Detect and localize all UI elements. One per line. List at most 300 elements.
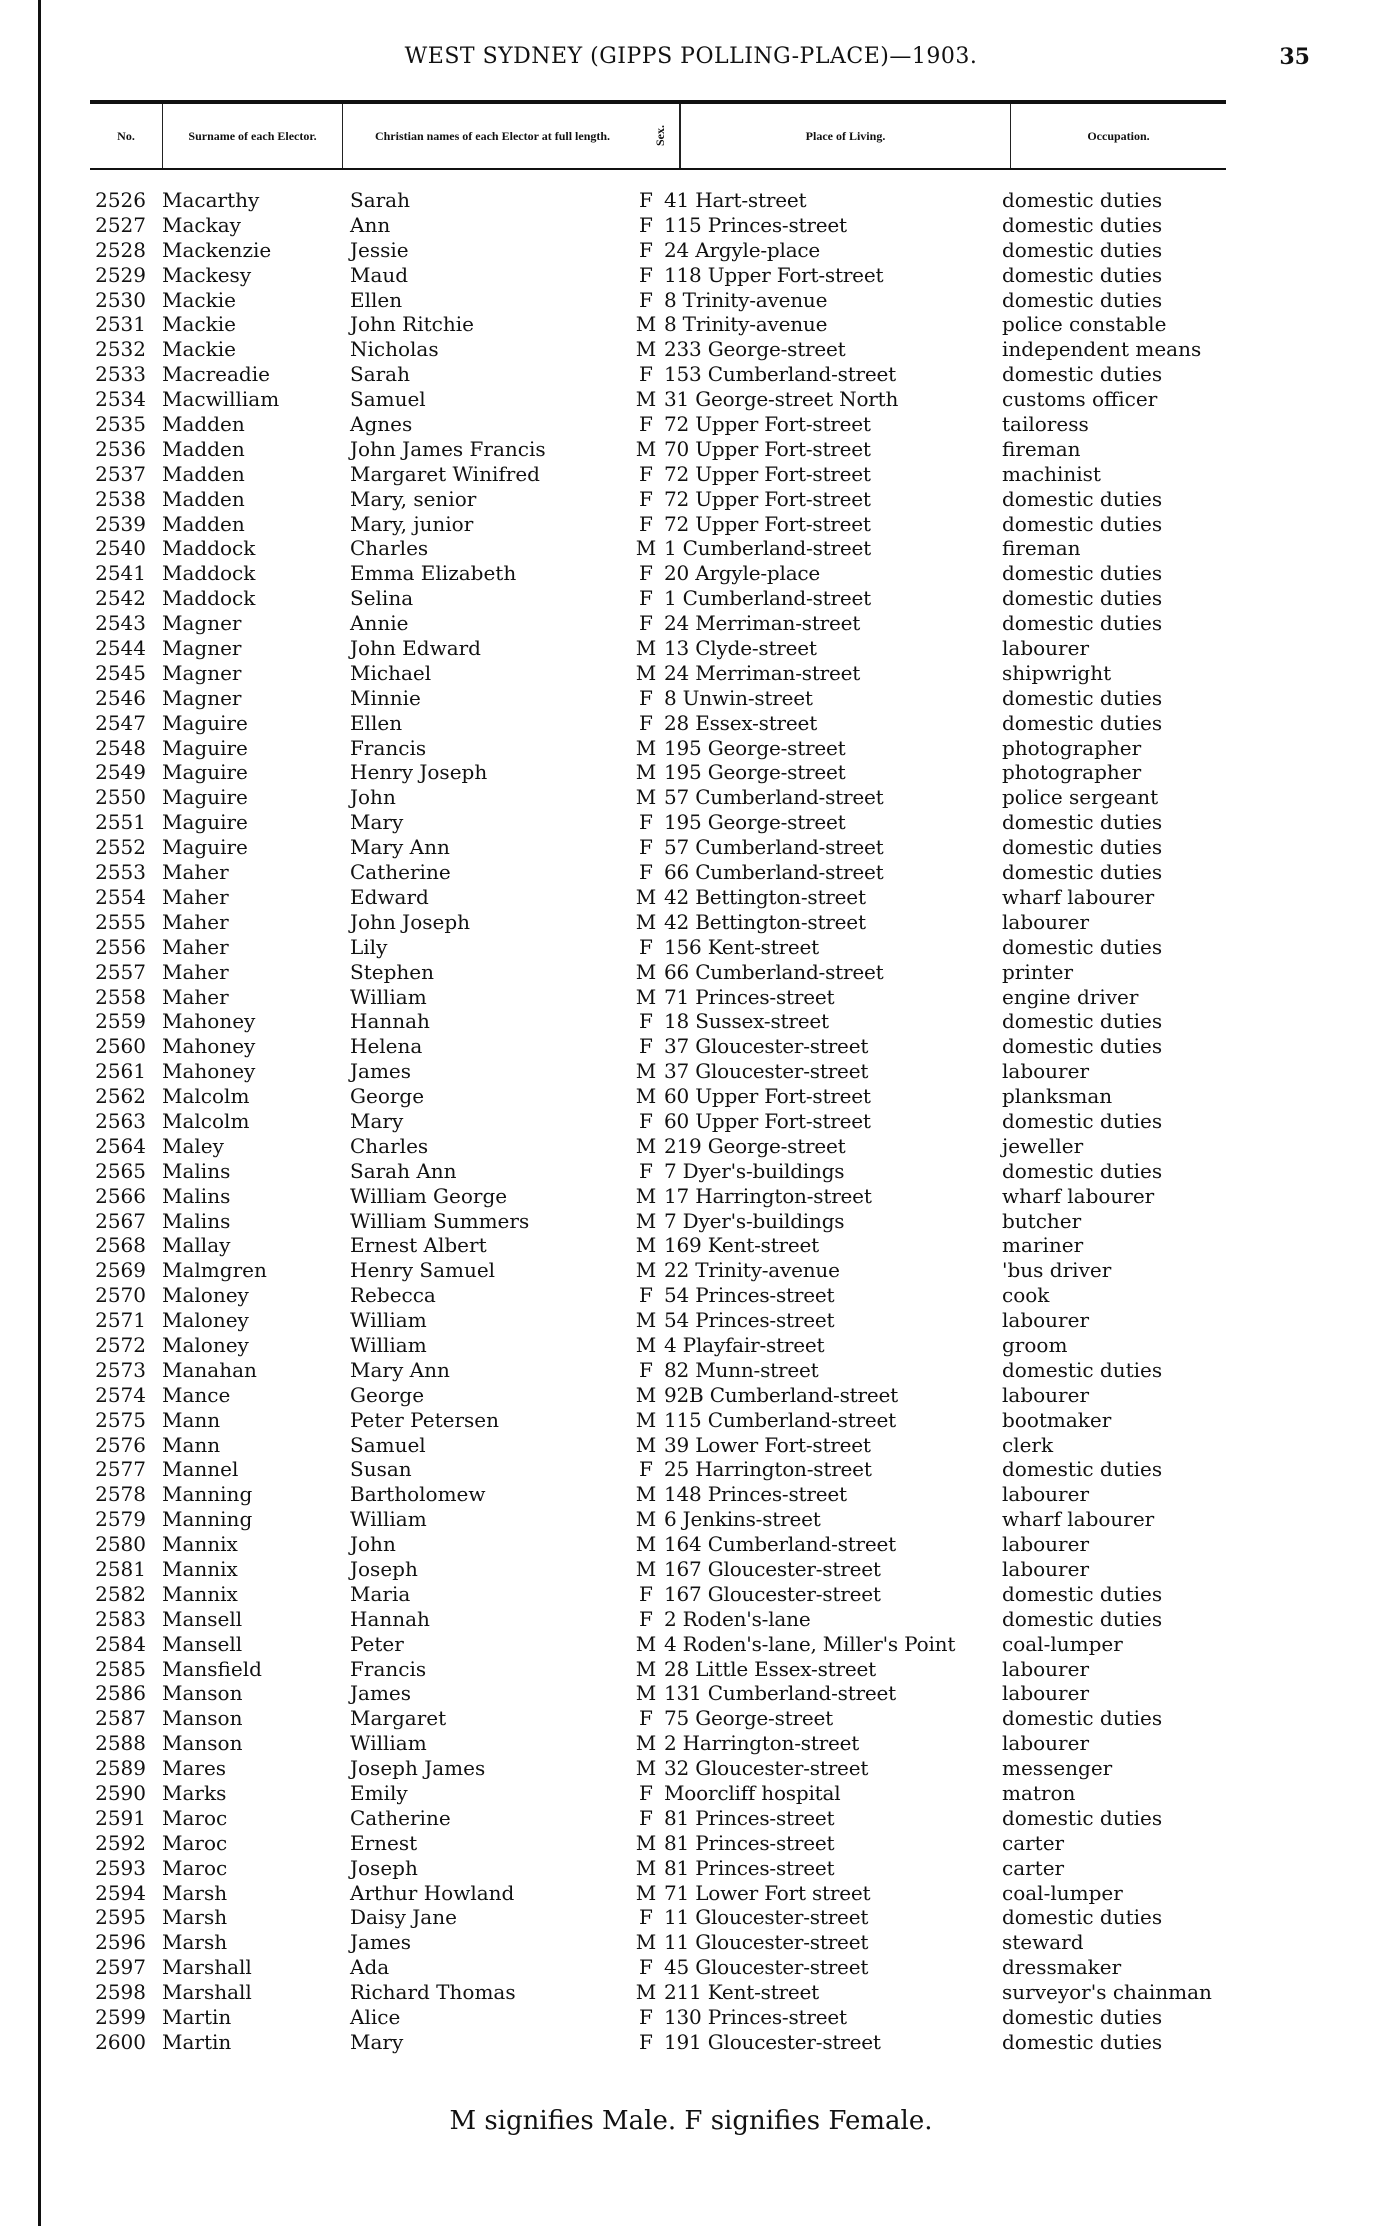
elector-number: 2556 <box>95 934 146 959</box>
elector-occupation: planksman <box>1002 1084 1113 1109</box>
elector-place-of-living: 37 Gloucester-street <box>664 1034 869 1059</box>
elector-place-of-living: 8 Trinity-avenue <box>664 287 828 312</box>
elector-occupation: domestic duties <box>1002 2005 1163 2030</box>
elector-occupation: domestic duties <box>1002 860 1163 885</box>
elector-number: 2552 <box>95 835 146 860</box>
elector-occupation: domestic duties <box>1002 1357 1163 1382</box>
elector-christian-names: Ernest Albert <box>350 1233 487 1258</box>
elector-number: 2589 <box>95 1756 146 1781</box>
elector-surname: Maloney <box>162 1308 249 1333</box>
elector-sex: M <box>635 1332 657 1357</box>
elector-christian-names: John <box>350 785 396 810</box>
elector-sex: F <box>639 1606 653 1631</box>
table-row <box>90 935 1226 960</box>
elector-surname: Manning <box>162 1507 253 1532</box>
elector-place-of-living: 4 Roden's-lane, Miller's Point <box>664 1631 956 1656</box>
elector-christian-names: Minnie <box>350 685 421 710</box>
elector-sex: F <box>639 1781 653 1805</box>
elector-surname: Maddock <box>162 536 256 561</box>
elector-surname: Madden <box>162 486 245 511</box>
elector-christian-names: Stephen <box>350 959 434 984</box>
elector-place-of-living: 195 George-street <box>664 735 846 760</box>
elector-sex: M <box>635 1656 657 1681</box>
elector-number: 2528 <box>95 237 146 262</box>
elector-surname: Mansfield <box>162 1656 262 1681</box>
elector-surname: Martin <box>162 2029 232 2054</box>
elector-sex: M <box>635 1980 657 2005</box>
elector-christian-names: James <box>350 1059 412 1084</box>
elector-place-of-living: 81 Princes-street <box>664 1805 835 1830</box>
elector-surname: Marshall <box>162 1980 252 2005</box>
table-row <box>90 1433 1226 1458</box>
elector-number: 2535 <box>95 412 146 437</box>
table-row <box>90 1930 1226 1955</box>
elector-sex: M <box>635 959 657 984</box>
elector-occupation: bootmaker <box>1002 1407 1112 1432</box>
elector-sex: F <box>639 1457 653 1482</box>
elector-sex: F <box>639 2005 653 2030</box>
table-row <box>90 1034 1226 1059</box>
elector-place-of-living: 219 George-street <box>664 1133 846 1158</box>
table-row <box>90 636 1226 661</box>
elector-christian-names: William <box>350 984 427 1009</box>
elector-occupation: dressmaker <box>1002 1955 1122 1980</box>
elector-surname: Mares <box>162 1756 227 1781</box>
table-row <box>90 1283 1226 1308</box>
elector-number: 2550 <box>95 785 146 810</box>
elector-christian-names: Emma Elizabeth <box>350 561 517 586</box>
column-header-no: No. <box>117 128 135 143</box>
elector-christian-names: Alice <box>350 2005 401 2030</box>
table-row <box>90 1632 1226 1657</box>
elector-christian-names: Nicholas <box>350 337 439 362</box>
elector-surname: Maher <box>162 934 229 959</box>
table-row <box>90 736 1226 761</box>
elector-number: 2575 <box>95 1407 146 1432</box>
elector-surname: Manson <box>162 1681 243 1706</box>
elector-place-of-living: 24 Merriman-street <box>664 611 861 636</box>
elector-occupation: domestic duties <box>1002 1034 1163 1059</box>
elector-place-of-living: 7 Dyer's-buildings <box>664 1158 845 1183</box>
elector-place-of-living: 57 Cumberland-street <box>664 785 884 810</box>
elector-surname: Malcolm <box>162 1084 250 1109</box>
elector-sex: M <box>635 984 657 1009</box>
elector-surname: Maroc <box>162 1805 228 1830</box>
elector-occupation: machinist <box>1002 461 1101 486</box>
elector-sex: M <box>635 1407 657 1432</box>
elector-surname: Maher <box>162 860 229 885</box>
elector-sex: M <box>635 1930 657 1955</box>
elector-surname: Maguire <box>162 835 248 860</box>
elector-christian-names: John James Francis <box>350 436 546 461</box>
elector-christian-names: Catherine <box>350 1805 451 1830</box>
elector-sex: F <box>639 835 653 860</box>
elector-sex: F <box>639 1581 653 1606</box>
elector-number: 2599 <box>95 2005 146 2030</box>
elector-sex: F <box>639 1283 653 1308</box>
elector-number: 2591 <box>95 1805 146 1830</box>
elector-place-of-living: 71 Lower Fort street <box>664 1880 871 1905</box>
elector-surname: Maher <box>162 909 229 934</box>
elector-christian-names: Richard Thomas <box>350 1980 516 2005</box>
elector-number: 2540 <box>95 536 146 561</box>
elector-occupation: domestic duties <box>1002 1905 1163 1930</box>
table-row <box>90 1706 1226 1731</box>
table-row <box>90 188 1226 213</box>
elector-place-of-living: 11 Gloucester-street <box>664 1905 869 1930</box>
elector-place-of-living: 24 Merriman-street <box>664 660 861 685</box>
table-row <box>90 1308 1226 1333</box>
elector-surname: Maguire <box>162 810 248 835</box>
elector-sex: F <box>639 1955 653 1980</box>
elector-surname: Madden <box>162 436 245 461</box>
elector-christian-names: John <box>350 1532 396 1557</box>
elector-surname: Marsh <box>162 1930 228 1955</box>
elector-sex: F <box>639 362 653 387</box>
elector-surname: Magner <box>162 660 242 685</box>
elector-christian-names: Agnes <box>350 412 413 437</box>
elector-occupation: labourer <box>1002 1482 1090 1507</box>
elector-surname: Maguire <box>162 710 248 735</box>
elector-christian-names: George <box>350 1382 425 1407</box>
elector-occupation: shipwright <box>1002 660 1112 685</box>
elector-number: 2577 <box>95 1457 146 1482</box>
elector-occupation: domestic duties <box>1002 835 1163 860</box>
elector-number: 2564 <box>95 1133 146 1158</box>
elector-number: 2545 <box>95 660 146 685</box>
elector-sex: M <box>635 1681 657 1706</box>
table-row <box>90 1383 1226 1408</box>
elector-number: 2542 <box>95 586 146 611</box>
elector-sex: M <box>635 1830 657 1855</box>
table-row <box>90 1532 1226 1557</box>
elector-surname: Maley <box>162 1133 224 1158</box>
elector-number: 2570 <box>95 1283 146 1308</box>
table-row <box>90 1209 1226 1234</box>
elector-sex: F <box>639 461 653 486</box>
elector-christian-names: William <box>350 1507 427 1532</box>
elector-place-of-living: 20 Argyle-place <box>664 561 821 586</box>
elector-sex: M <box>635 735 657 760</box>
elector-number: 2546 <box>95 685 146 710</box>
elector-number: 2583 <box>95 1606 146 1631</box>
elector-surname: Madden <box>162 511 245 536</box>
elector-surname: Maroc <box>162 1855 228 1880</box>
elector-occupation: domestic duties <box>1002 212 1163 237</box>
elector-christian-names: Mary Ann <box>350 835 450 860</box>
elector-number: 2587 <box>95 1706 146 1731</box>
elector-occupation: labourer <box>1002 1681 1090 1706</box>
elector-place-of-living: 2 Roden's-lane <box>664 1606 811 1631</box>
elector-christian-names: Emily <box>350 1781 408 1805</box>
elector-place-of-living: 70 Upper Fort-street <box>664 436 871 461</box>
elector-occupation: domestic duties <box>1002 1108 1163 1133</box>
elector-number: 2592 <box>95 1830 146 1855</box>
elector-occupation: coal-lumper <box>1002 1631 1123 1656</box>
elector-place-of-living: 28 Little Essex-street <box>664 1656 876 1681</box>
table-row <box>90 213 1226 238</box>
elector-occupation: fireman <box>1002 436 1081 461</box>
elector-occupation: wharf labourer <box>1002 1507 1155 1532</box>
page-edge-rule <box>38 0 41 2226</box>
table-row <box>90 760 1226 785</box>
elector-occupation: police constable <box>1002 312 1167 337</box>
elector-place-of-living: 8 Trinity-avenue <box>664 312 828 337</box>
elector-occupation: domestic duties <box>1002 685 1163 710</box>
elector-place-of-living: 2 Harrington-street <box>664 1731 860 1756</box>
elector-place-of-living: 72 Upper Fort-street <box>664 412 871 437</box>
table-row <box>90 312 1226 337</box>
elector-number: 2560 <box>95 1034 146 1059</box>
elector-surname: Madden <box>162 461 245 486</box>
elector-number: 2596 <box>95 1930 146 1955</box>
elector-number: 2558 <box>95 984 146 1009</box>
elector-number: 2594 <box>95 1880 146 1905</box>
elector-number: 2532 <box>95 337 146 362</box>
elector-place-of-living: 72 Upper Fort-street <box>664 511 871 536</box>
elector-place-of-living: 1 Cumberland-street <box>664 586 871 611</box>
table-row <box>90 2005 1226 2030</box>
elector-sex: F <box>639 287 653 312</box>
table-row <box>90 1408 1226 1433</box>
table-row <box>90 1881 1226 1906</box>
table-row <box>90 536 1226 561</box>
elector-occupation: labourer <box>1002 1656 1090 1681</box>
elector-occupation: domestic duties <box>1002 611 1163 636</box>
elector-place-of-living: 148 Princes-street <box>664 1482 847 1507</box>
table-row <box>90 2030 1226 2055</box>
elector-place-of-living: 115 Cumberland-street <box>664 1407 897 1432</box>
elector-sex: M <box>635 636 657 661</box>
elector-sex: M <box>635 1556 657 1581</box>
elector-christian-names: John Ritchie <box>350 312 474 337</box>
elector-sex: F <box>639 1034 653 1059</box>
elector-christian-names: Charles <box>350 536 429 561</box>
table-header <box>90 104 1226 170</box>
table-row <box>90 1955 1226 1980</box>
elector-occupation: domestic duties <box>1002 2029 1163 2054</box>
elector-sex: F <box>639 188 653 212</box>
elector-occupation: cook <box>1002 1283 1050 1308</box>
elector-surname: Malins <box>162 1208 231 1233</box>
page-number: 35 <box>1279 44 1310 70</box>
elector-place-of-living: 156 Kent-street <box>664 934 820 959</box>
table-row <box>90 1657 1226 1682</box>
elector-number: 2567 <box>95 1208 146 1233</box>
elector-surname: Manson <box>162 1706 243 1731</box>
elector-surname: Marks <box>162 1781 227 1805</box>
elector-place-of-living: 7 Dyer's-buildings <box>664 1208 845 1233</box>
elector-place-of-living: 54 Princes-street <box>664 1283 835 1308</box>
elector-sex: M <box>635 1382 657 1407</box>
table-body <box>90 188 1226 2055</box>
elector-christian-names: Samuel <box>350 387 426 412</box>
table-row <box>90 238 1226 263</box>
elector-surname: Mann <box>162 1407 221 1432</box>
elector-christian-names: Bartholomew <box>350 1482 486 1507</box>
elector-sex: M <box>635 760 657 785</box>
elector-place-of-living: 167 Gloucester-street <box>664 1581 881 1606</box>
elector-occupation: carter <box>1002 1830 1065 1855</box>
elector-surname: Maguire <box>162 760 248 785</box>
elector-surname: Maddock <box>162 561 256 586</box>
table-row <box>90 860 1226 885</box>
table-row <box>90 611 1226 636</box>
electoral-roll-table <box>90 100 1226 2055</box>
table-row <box>90 1084 1226 1109</box>
table-row <box>90 437 1226 462</box>
elector-occupation: butcher <box>1002 1208 1082 1233</box>
elector-place-of-living: 191 Gloucester-street <box>664 2029 881 2054</box>
elector-number: 2561 <box>95 1059 146 1084</box>
table-row <box>90 1482 1226 1507</box>
table-row <box>90 586 1226 611</box>
elector-surname: Mann <box>162 1432 221 1457</box>
elector-occupation: domestic duties <box>1002 810 1163 835</box>
elector-occupation: domestic duties <box>1002 561 1163 586</box>
elector-number: 2578 <box>95 1482 146 1507</box>
elector-christian-names: Arthur Howland <box>350 1880 515 1905</box>
elector-christian-names: Margaret <box>350 1706 447 1731</box>
elector-sex: M <box>635 436 657 461</box>
elector-sex: M <box>635 1507 657 1532</box>
elector-surname: Mackie <box>162 312 236 337</box>
elector-surname: Malcolm <box>162 1108 250 1133</box>
elector-surname: Marshall <box>162 1955 252 1980</box>
elector-place-of-living: 18 Sussex-street <box>664 1009 829 1034</box>
elector-christian-names: John Edward <box>350 636 481 661</box>
elector-christian-names: Francis <box>350 735 427 760</box>
elector-surname: Mannix <box>162 1532 238 1557</box>
elector-number: 2568 <box>95 1233 146 1258</box>
elector-occupation: surveyor's chainman <box>1002 1980 1212 2005</box>
elector-occupation: domestic duties <box>1002 262 1163 287</box>
elector-surname: Mallay <box>162 1233 231 1258</box>
elector-place-of-living: 66 Cumberland-street <box>664 860 884 885</box>
elector-number: 2576 <box>95 1432 146 1457</box>
elector-christian-names: Joseph James <box>350 1756 486 1781</box>
elector-christian-names: Jessie <box>350 237 409 262</box>
elector-number: 2547 <box>95 710 146 735</box>
elector-christian-names: William <box>350 1308 427 1333</box>
elector-surname: Madden <box>162 412 245 437</box>
elector-surname: Macarthy <box>162 188 260 212</box>
elector-christian-names: Mary <box>350 1108 404 1133</box>
elector-surname: Mackesy <box>162 262 252 287</box>
table-row <box>90 1109 1226 1134</box>
column-header-sex: Sex. <box>642 104 680 168</box>
table-row <box>90 362 1226 387</box>
table-row <box>90 1905 1226 1930</box>
elector-number: 2529 <box>95 262 146 287</box>
elector-occupation: labourer <box>1002 1059 1090 1084</box>
table-row <box>90 1059 1226 1084</box>
table-row <box>90 1607 1226 1632</box>
table-row <box>90 1134 1226 1159</box>
elector-christian-names: Henry Samuel <box>350 1258 496 1283</box>
elector-sex: M <box>635 1308 657 1333</box>
elector-occupation: labourer <box>1002 909 1090 934</box>
elector-sex: F <box>639 412 653 437</box>
elector-christian-names: John Joseph <box>350 909 471 934</box>
elector-christian-names: Susan <box>350 1457 412 1482</box>
elector-number: 2581 <box>95 1556 146 1581</box>
elector-surname: Maloney <box>162 1283 249 1308</box>
elector-number: 2600 <box>95 2029 146 2054</box>
elector-occupation: 'bus driver <box>1002 1258 1112 1283</box>
elector-sex: F <box>639 860 653 885</box>
elector-christian-names: Helena <box>350 1034 423 1059</box>
elector-christian-names: James <box>350 1681 412 1706</box>
table-row <box>90 412 1226 437</box>
elector-occupation: wharf labourer <box>1002 884 1155 909</box>
elector-surname: Magner <box>162 685 242 710</box>
elector-christian-names: Hannah <box>350 1009 430 1034</box>
elector-christian-names: George <box>350 1084 425 1109</box>
elector-place-of-living: 195 George-street <box>664 810 846 835</box>
elector-occupation: coal-lumper <box>1002 1880 1123 1905</box>
elector-surname: Malins <box>162 1183 231 1208</box>
elector-occupation: domestic duties <box>1002 1581 1163 1606</box>
elector-place-of-living: 54 Princes-street <box>664 1308 835 1333</box>
table-row <box>90 1856 1226 1881</box>
elector-number: 2555 <box>95 909 146 934</box>
elector-number: 2573 <box>95 1357 146 1382</box>
elector-occupation: domestic duties <box>1002 237 1163 262</box>
table-row <box>90 1756 1226 1781</box>
elector-christian-names: Selina <box>350 586 414 611</box>
elector-place-of-living: 17 Harrington-street <box>664 1183 872 1208</box>
elector-christian-names: Mary, junior <box>350 511 474 536</box>
column-header-surname: Surname of each Elector. <box>162 104 342 168</box>
elector-sex: M <box>635 1482 657 1507</box>
elector-number: 2526 <box>95 188 146 212</box>
elector-christian-names: Francis <box>350 1656 427 1681</box>
elector-place-of-living: 28 Essex-street <box>664 710 818 735</box>
elector-number: 2530 <box>95 287 146 312</box>
elector-sex: M <box>635 1855 657 1880</box>
table-row <box>90 1731 1226 1756</box>
elector-surname: Malmgren <box>162 1258 267 1283</box>
elector-number: 2580 <box>95 1532 146 1557</box>
elector-place-of-living: 118 Upper Fort-street <box>664 262 884 287</box>
elector-christian-names: William <box>350 1731 427 1756</box>
elector-number: 2579 <box>95 1507 146 1532</box>
elector-sex: M <box>635 909 657 934</box>
elector-number: 2537 <box>95 461 146 486</box>
elector-place-of-living: 81 Princes-street <box>664 1855 835 1880</box>
elector-place-of-living: 45 Gloucester-street <box>664 1955 869 1980</box>
elector-sex: M <box>635 337 657 362</box>
table-row <box>90 1159 1226 1184</box>
elector-number: 2548 <box>95 735 146 760</box>
elector-christian-names: Mary, senior <box>350 486 477 511</box>
elector-christian-names: Maria <box>350 1581 411 1606</box>
elector-occupation: domestic duties <box>1002 710 1163 735</box>
elector-surname: Maroc <box>162 1830 228 1855</box>
table-row <box>90 1457 1226 1482</box>
page-title: WEST SYDNEY (GIPPS POLLING-PLACE)—1903. <box>404 44 978 69</box>
table-row <box>90 487 1226 512</box>
elector-sex: M <box>635 1133 657 1158</box>
elector-surname: Manson <box>162 1731 243 1756</box>
elector-surname: Maher <box>162 984 229 1009</box>
elector-occupation: domestic duties <box>1002 586 1163 611</box>
elector-surname: Mahoney <box>162 1009 256 1034</box>
elector-place-of-living: 92B Cumberland-street <box>664 1382 898 1407</box>
elector-surname: Magner <box>162 636 242 661</box>
elector-surname: Manning <box>162 1482 253 1507</box>
